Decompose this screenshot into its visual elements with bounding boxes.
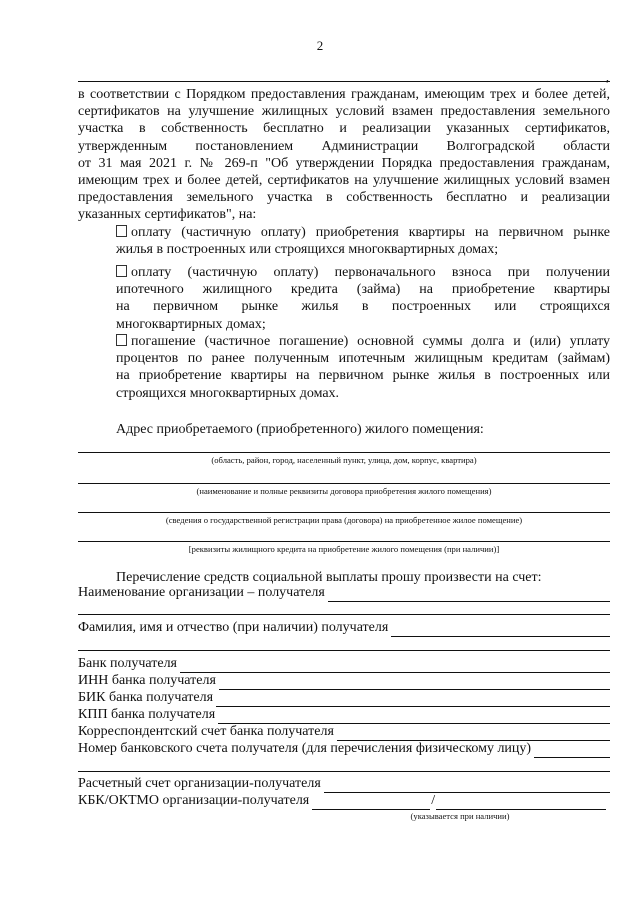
- address-caption: (область, район, город, населенный пункт, улица, дом, корпус, квартира): [211, 455, 477, 465]
- intro-line: сертификатов на улучшение жилищных условий взамен предоставления земельного: [78, 104, 610, 120]
- option-text: на приобретение квартиры на первичном рынке жилья в построенных или: [116, 368, 610, 384]
- kbk-oktmo-separator: /: [431, 793, 436, 808]
- kbk-input[interactable]: [312, 796, 430, 810]
- intro-paragraph: [78, 86, 610, 224]
- intro-line: от 31 мая 2021 г. № 269-п "Об утверждении Порядка предоставления гражданам,: [78, 155, 610, 171]
- settlement-account-label: Расчетный счет организации-получателя: [78, 776, 321, 791]
- corr-account-input[interactable]: [337, 727, 610, 741]
- option-text: ипотечного жилищного кредита (займа) на приобретение квартиры: [116, 282, 610, 298]
- kbk-oktmo-field[interactable]: [78, 792, 606, 810]
- corr-account-field[interactable]: [78, 723, 610, 741]
- bank-label: Банк получателя: [78, 656, 177, 671]
- bik-input[interactable]: [216, 693, 610, 707]
- personal-account-label: Номер банковского счета получателя (для перечисления физическому лицу): [78, 741, 532, 756]
- bank-field[interactable]: [78, 655, 610, 673]
- option-down-payment: [116, 264, 610, 333]
- checkbox-icon[interactable]: [116, 265, 127, 277]
- personal-account-field[interactable]: [78, 740, 610, 758]
- fio-extra-line[interactable]: [78, 650, 610, 651]
- bik-field[interactable]: [78, 689, 610, 707]
- option-payment-primary-market: [116, 224, 610, 258]
- settlement-account-input[interactable]: [324, 779, 610, 793]
- contract-caption: (наименование и полные реквизиты договора приобретения жилого помещения): [196, 486, 492, 496]
- option-text: на первичном рынке жилья в построенных или строящихся: [116, 299, 610, 315]
- fio-field[interactable]: [78, 619, 610, 637]
- checkbox-icon[interactable]: [116, 334, 127, 346]
- org-name-extra-line[interactable]: [78, 614, 610, 615]
- personal-account-extra-line[interactable]: [78, 771, 610, 772]
- personal-account-input[interactable]: [534, 744, 610, 758]
- kpp-field[interactable]: [78, 706, 610, 724]
- address-line[interactable]: [78, 452, 610, 453]
- top-underline: [78, 81, 610, 82]
- registration-line[interactable]: [78, 512, 610, 513]
- option-text: строящихся многоквартирных домах.: [116, 385, 340, 401]
- org-name-label: Наименование организации – получателя: [78, 585, 325, 600]
- oktmo-input[interactable]: [436, 796, 606, 810]
- kpp-input[interactable]: [218, 710, 610, 724]
- inn-field[interactable]: [78, 672, 610, 690]
- contract-line[interactable]: [78, 483, 610, 484]
- loan-details-line[interactable]: [78, 541, 610, 542]
- intro-line: участка в собственность бесплатно и реализации указанных сертификатов,: [78, 121, 610, 137]
- transfer-heading: Перечисление средств социальной выплаты прошу произвести на счет:: [116, 570, 542, 585]
- intro-line: предоставления земельного участка в собственность бесплатно и реализации: [78, 190, 610, 206]
- page-number: 2: [316, 38, 324, 53]
- address-heading: Адрес приобретаемого (приобретенного) жилого помещения:: [116, 422, 484, 437]
- kpp-label: КПП банка получателя: [78, 707, 216, 722]
- option-text: жилья в построенных или строящихся многоквартирных домах;: [116, 242, 499, 258]
- option-text: оплату (частичную оплату) первоначального взноса при получении: [131, 265, 610, 280]
- option-text: многоквартирных домах;: [116, 316, 266, 332]
- option-text: оплату (частичную оплату) приобретения квартиры на первичном рынке: [131, 225, 610, 240]
- inn-input[interactable]: [219, 676, 610, 690]
- fio-label: Фамилия, имя и отчество (при наличии) получателя: [78, 620, 389, 635]
- intro-line: утвержденным постановлением Администрации Волгоградской области: [78, 138, 610, 154]
- intro-line: указанных сертификатов", на:: [78, 207, 257, 223]
- top-comma: ,: [606, 70, 609, 84]
- option-loan-repayment: [116, 333, 610, 402]
- checkbox-icon[interactable]: [116, 225, 127, 237]
- option-text: процентов по ранее полученным ипотечным жилищным кредитам (займам): [116, 351, 610, 367]
- settlement-account-field[interactable]: [78, 775, 610, 793]
- loan-details-caption: [реквизиты жилищного кредита на приобретение жилого помещения (при наличии)]: [188, 544, 500, 554]
- intro-line: в соответствии с Порядком предоставления гражданам, имеющим трех и более детей,: [78, 87, 610, 102]
- registration-caption: (сведения о государственной регистрации права (договора) на приобретенное жилое помещение): [165, 515, 523, 525]
- option-text: погашение (частичное погашение) основной суммы долга и (или) уплату: [131, 334, 610, 349]
- inn-label: ИНН банка получателя: [78, 673, 216, 688]
- org-name-field[interactable]: [78, 584, 610, 602]
- org-name-input[interactable]: [328, 588, 610, 602]
- kbk-oktmo-label: КБК/ОКТМО организации-получателя: [78, 793, 310, 808]
- corr-account-label: Корреспондентский счет банка получателя: [78, 724, 334, 739]
- fio-input[interactable]: [391, 623, 610, 637]
- bik-label: БИК банка получателя: [78, 690, 214, 705]
- kbk-note: (указывается при наличии): [410, 811, 510, 821]
- bank-input[interactable]: [180, 659, 610, 673]
- intro-line: имеющим трех и более детей, сертификатов на улучшение жилищных условий взамен: [78, 173, 610, 189]
